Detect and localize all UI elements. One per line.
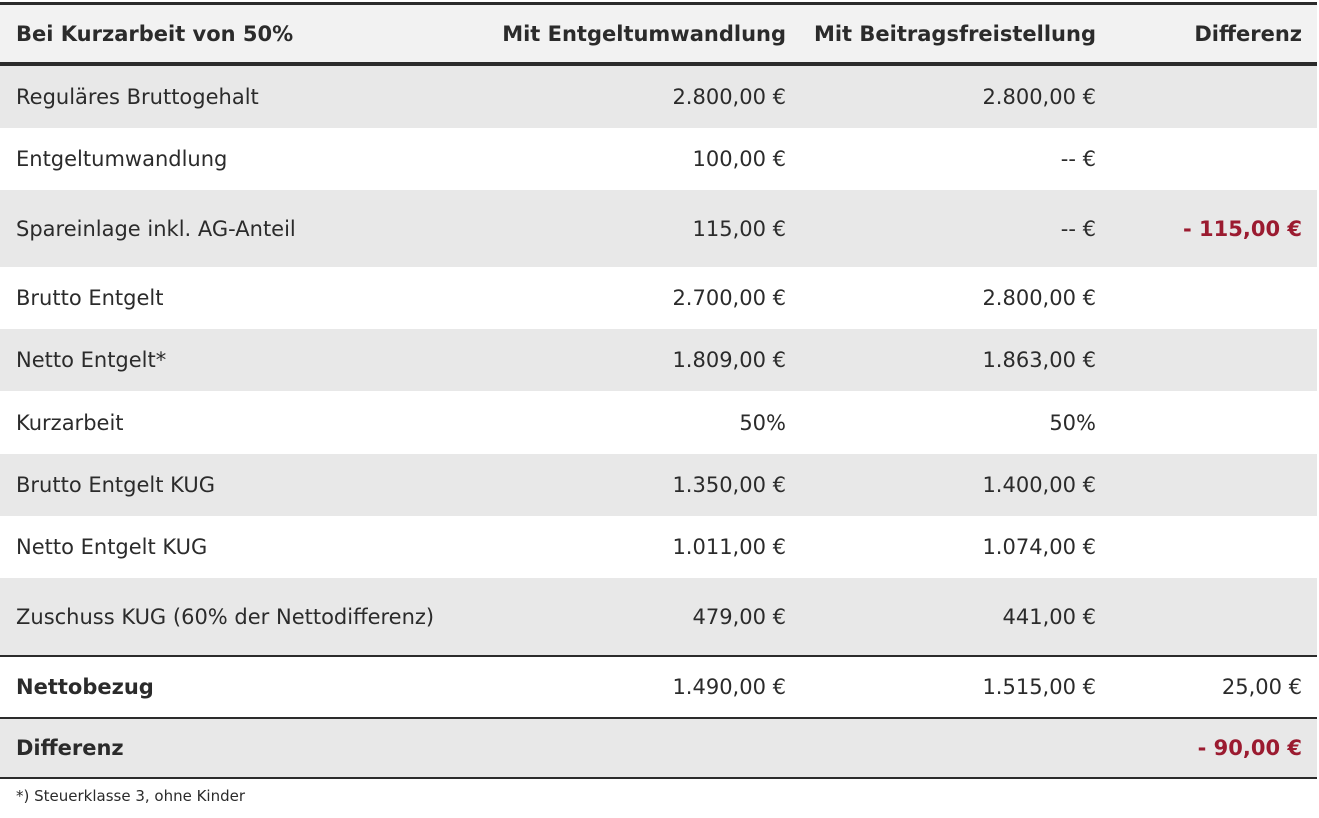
row-value-beitragsfreistellung: -- € (1060, 216, 1096, 241)
summary-value-entgeltumwandlung: 1.490,00 € (672, 675, 786, 699)
row-diff-negative: - 115,00 € (1183, 216, 1302, 241)
row-value-beitragsfreistellung: 2.800,00 € (982, 286, 1096, 310)
row-value-beitragsfreistellung: 1.400,00 € (982, 473, 1096, 497)
final-row-differenz (0, 717, 1317, 779)
row-value-entgeltumwandlung: 1.350,00 € (672, 473, 786, 497)
table-row (0, 66, 1317, 128)
final-label: Differenz (16, 736, 124, 760)
row-label: Spareinlage inkl. AG-Anteil (16, 216, 296, 241)
summary-value-beitragsfreistellung: 1.515,00 € (982, 675, 1096, 699)
row-label: Entgeltumwandlung (16, 147, 228, 171)
row-value-beitragsfreistellung: 50% (1049, 410, 1096, 435)
row-value-beitragsfreistellung: -- € (1060, 147, 1096, 171)
row-label: Kurzarbeit (16, 410, 124, 435)
comparison-table (0, 2, 1317, 779)
row-label: Zuschuss KUG (60% der Nettodifferenz) (16, 604, 435, 629)
final-diff-negative: - 90,00 € (1197, 736, 1302, 760)
row-value-entgeltumwandlung: 479,00 € (692, 604, 786, 629)
row-value-entgeltumwandlung: 2.700,00 € (672, 286, 786, 310)
table-row (0, 267, 1317, 329)
row-value-entgeltumwandlung: 100,00 € (692, 147, 786, 171)
row-value-beitragsfreistellung: 1.863,00 € (982, 348, 1096, 372)
row-value-beitragsfreistellung: 441,00 € (1002, 604, 1096, 629)
summary-label: Nettobezug (16, 675, 154, 699)
table-row (0, 578, 1317, 655)
table-row (0, 454, 1317, 516)
table-row (0, 516, 1317, 578)
summary-diff: 25,00 € (1221, 675, 1302, 699)
row-value-entgeltumwandlung: 2.800,00 € (672, 85, 786, 109)
row-label: Brutto Entgelt (16, 286, 164, 310)
row-value-entgeltumwandlung: 115,00 € (692, 216, 786, 241)
footnote: *) Steuerklasse 3, ohne Kinder (16, 787, 246, 805)
row-label: Netto Entgelt* (16, 348, 167, 372)
table-row (0, 391, 1317, 454)
table-row (0, 128, 1317, 190)
table-row (0, 190, 1317, 267)
row-value-entgeltumwandlung: 1.011,00 € (672, 535, 786, 559)
row-label: Brutto Entgelt KUG (16, 473, 215, 497)
header-col-beitragsfreistellung: Mit Beitragsfreistellung (813, 21, 1096, 46)
row-label: Netto Entgelt KUG (16, 535, 208, 559)
summary-row-nettobezug (0, 655, 1317, 717)
table-header (0, 2, 1317, 66)
table-row (0, 329, 1317, 391)
row-value-entgeltumwandlung: 1.809,00 € (672, 348, 786, 372)
row-value-beitragsfreistellung: 2.800,00 € (982, 85, 1096, 109)
header-col-entgeltumwandlung: Mit Entgeltumwandlung (502, 21, 786, 46)
row-value-entgeltumwandlung: 50% (739, 410, 786, 435)
row-label: Reguläres Bruttogehalt (16, 85, 259, 109)
header-label: Bei Kurzarbeit von 50% (16, 21, 294, 46)
row-value-beitragsfreistellung: 1.074,00 € (982, 535, 1096, 559)
header-col-differenz: Differenz (1194, 21, 1302, 46)
